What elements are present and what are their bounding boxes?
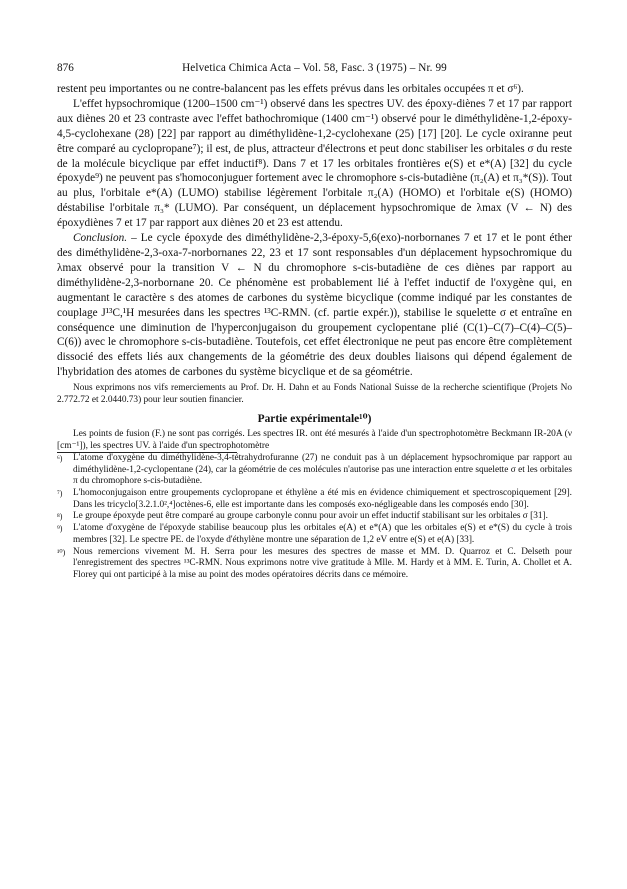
- footnote-marker: ⁷): [57, 489, 63, 499]
- footnote-text: L'atome d'oxygène de l'époxyde stabilise beaucoup plus les orbitales e(A) et e*(A) que les orbitales e(S) et e*(S) du cycle à trois membres [32]. Le spectre PE. de l'oxyde d'éthylène montre une séparation de 1,2 eV entre e(S) et e(A) [33].: [73, 523, 572, 545]
- paragraph-1: restent peu importantes ou ne contre-balancent pas les effets prévus dans les orbitales occupées π et σ⁶).: [57, 83, 524, 95]
- footnote: [57, 547, 572, 582]
- experimental-text: Les points de fusion (F.) ne sont pas corrigés. Les spectres IR. ont été mesurés à l'aide d'un spectrophotomètre Beckmann IR-20A (ν [cm⁻¹]), les spectres UV. à l'aide d'un spectrophotomètre: [57, 428, 572, 451]
- footnote-text: L'homoconjugaison entre groupements cyclopropane et éthylène a été mis en évidence chimiquement et spectroscopiquement [29]. Dans les tricyclo[3.2.1.0²,⁴]octènes-6, elle est importante dans les composés exo-négligeable dans les composés endo [30].: [73, 488, 572, 510]
- paragraph-conclusion: [57, 231, 572, 380]
- page-header: [57, 60, 572, 76]
- footnote-marker: ⁹): [57, 524, 63, 534]
- footnote-text: Le groupe époxyde peut être comparé au groupe carbonyle connu pour avoir un effet inductif stabilisant sur les orbitales σ [31].: [73, 511, 548, 522]
- footnote-marker: ⁸): [57, 512, 63, 522]
- footnote-marker: ¹⁰): [57, 547, 66, 557]
- footnote: [57, 511, 572, 523]
- acknowledgement: Nous exprimons nos vifs remerciements au Prof. Dr. H. Dahn et au Fonds National Suisse de la recherche scientifique (Projets No 2.772.72 et 2.0440.73) pour leur soutien financier.: [57, 383, 572, 406]
- footnote-text: Nous remercions vivement M. H. Serra pour les mesures des spectres de masse et MM. D. Quarroz et C. Delseth pour l'enregistrement des spectres ¹³C-RMN. Nous exprimons notre vive gratitude à Mlle. M. Hardy et à MM. E. Turin, A. Chollet et A. Florey qui ont participé à la mise au point des modes opératoires décrits dans ce mémoire.: [73, 546, 572, 580]
- page-number: 876: [57, 62, 74, 74]
- footnote: [57, 488, 572, 511]
- conclusion-lead: Conclusion.: [73, 232, 128, 245]
- footnote-text: L'atome d'oxygène du diméthylidène-3,4-tétrahydrofuranne (27) ne conduit pas à un déplacement hypsochromique par rapport au diméthylidène-1,2-cyclopentane (24), car la géométrie de ces molécules n'autorise pas une interaction entre squelette σ et les orbitales π du chromophore s-cis-butadiène.: [73, 452, 572, 487]
- paragraph-2: L'effet hypsochromique (1200–1500 cm⁻¹) observé dans les spectres UV. des époxy-diènes 7 et 17 par rapport aux diènes 20 et 23 contraste avec l'effet bathochromique (1400 cm⁻¹) observé pour le diméthylidène-1,2-époxy-4,5-cyclohexane (28) [22] par rapport au diméthylidène-1,2-cyclohexane (25) [17] [20]. Le cycle oxiranne peut être comparé au cyclopropane⁷); il est, de plus, attracteur d'électrons et peut donc stabiliser les orbitales σ du reste de la molécule bicyclique par effet inductif⁸). Dans 7 et 17 les orbitales frontières e(S) et e*(A) [32] du cycle époxyde⁹) ne peuvent pas s'homoconjuguer fortement avec le chromophore s-cis-butadiène (π₂(A) et π₃*(S)). Tout au plus, l'orbitale e*(A) (LUMO) stabilise légèrement l'orbitale π₂(A) (HOMO) et l'orbitale e(S) (HOMO) déstabilise l'orbitale π₃* (LUMO). Par conséquent, un déplacement hypsochromique de λmax (V ← N) des époxydiènes 7 et 17 par rapport aux diènes 20 et 23 est attendu.: [57, 97, 572, 230]
- section-title-experimental: Partie expérimentale¹⁰): [257, 412, 372, 425]
- footnote: [57, 453, 572, 488]
- conclusion-text: – Le cycle époxyde des diméthylidène-2,3-époxy-5,6(exo)-norbornanes 7 et 17 et le pont éther des diméthylidène-2,3-oxa-7-norbornanes 22, 23 et 17 sont responsables d'un déplacement hypsochromique du λmax observé pour la transition V ← N du chromophore s-cis-butadiène de ces diènes par rapport au diméthylidène-2,3-norbornane 20. Ce phénomène est probablement lié à l'effet inductif de l'oxygène qui, en augmentant le caractère s des atomes de carbones du système bicyclique (comme indiqué par les constantes de couplage J¹³C,¹H mesurées dans les spectres ¹³C-RMN. (cf. partie expér.)), stabilise le squelette σ et entraîne en conséquence une diminution de l'hyperconjugaison du groupement cyclopentane plié (C(1)–C(7)–C(4)–C(5)–C(6)) avec le chromophore s-cis-butadiène. Toutefois, cet effet électronique ne peut pas encore être complètement dissocié des effets liés aux changements de la géométrie des deux doubles liaisons qui dépend également de l'hybridation des atomes de carbones du système bicyclique et de sa géométrie.: [57, 232, 572, 379]
- footnote-marker: ⁶): [57, 453, 63, 463]
- running-title: Helvetica Chimica Acta – Vol. 58, Fasc. 3 (1975) – Nr. 99: [182, 62, 447, 74]
- main-text: [57, 82, 572, 582]
- footnote: [57, 523, 572, 546]
- footnotes: [57, 453, 572, 582]
